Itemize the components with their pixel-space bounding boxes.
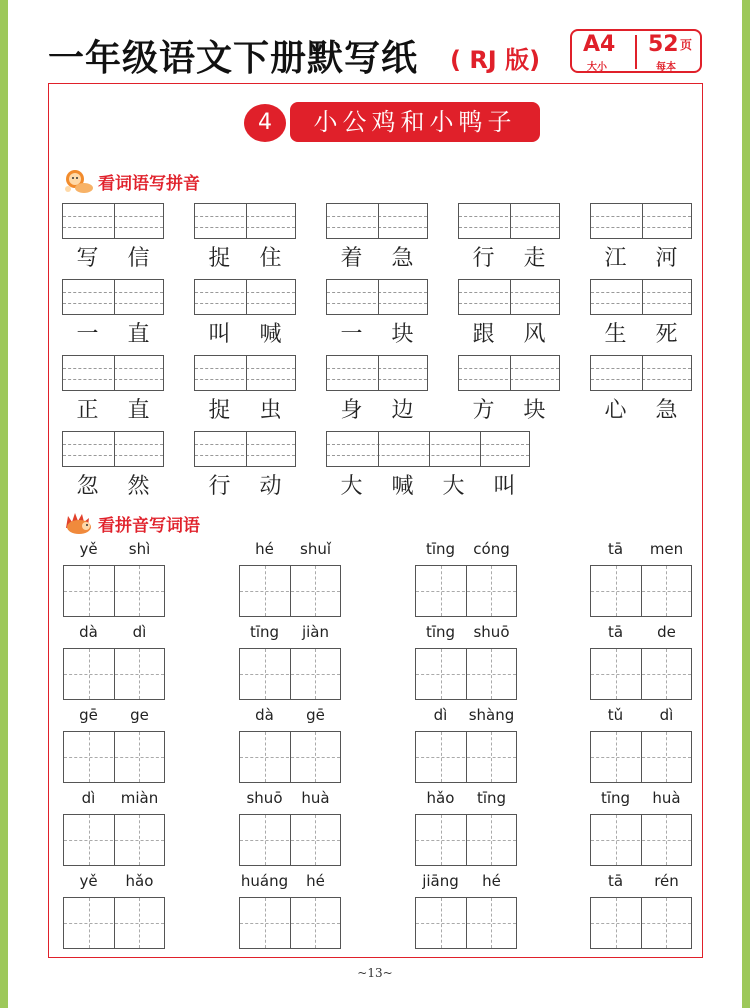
character-writing-grid[interactable] <box>63 897 165 949</box>
character-writing-grid[interactable] <box>590 897 692 949</box>
badge-pages-label: 每本 <box>656 62 676 73</box>
pinyin-writing-grid[interactable] <box>590 203 692 239</box>
pinyin-writing-grid[interactable] <box>62 431 164 467</box>
character-writing-grid[interactable] <box>415 648 517 700</box>
pinyin-syllable: dà <box>79 623 98 641</box>
pinyin-syllable: shuō <box>473 623 510 641</box>
pinyin-syllable: tǔ <box>607 706 624 724</box>
badge-pages-unit: 页 <box>680 38 693 52</box>
badge-size: A4 <box>583 32 616 57</box>
character-writing-grid[interactable] <box>415 814 517 866</box>
character-writing-grid[interactable] <box>239 565 341 617</box>
word-character: 大 <box>442 474 465 499</box>
word-character: 着 <box>340 246 363 271</box>
pinyin-syllable: huà <box>652 789 681 807</box>
word-character: 急 <box>655 398 678 423</box>
pinyin-writing-grid[interactable] <box>194 279 296 315</box>
section2-heading <box>62 510 200 536</box>
word-character: 正 <box>76 398 99 423</box>
pinyin-writing-grid[interactable] <box>326 355 428 391</box>
pinyin-syllable: hé <box>255 540 274 558</box>
word-character: 一 <box>76 322 99 347</box>
word-character: 行 <box>208 474 231 499</box>
lesson-title: 小公鸡和小鸭子 <box>290 102 540 142</box>
character-writing-grid[interactable] <box>415 897 517 949</box>
pinyin-syllable: jiāng <box>422 872 459 890</box>
pinyin-syllable: tīng <box>249 623 280 641</box>
word-character: 一 <box>340 322 363 347</box>
edition-label: ( RJ 版) <box>450 46 541 74</box>
word-character: 虫 <box>259 398 282 423</box>
badge-divider <box>635 35 637 69</box>
pinyin-writing-grid[interactable] <box>194 431 296 467</box>
pinyin-syllable: tā <box>607 872 624 890</box>
word-character: 写 <box>76 246 99 271</box>
character-writing-grid[interactable] <box>590 565 692 617</box>
pinyin-syllable: dì <box>81 789 96 807</box>
character-writing-grid[interactable] <box>590 731 692 783</box>
pinyin-syllable: huà <box>301 789 330 807</box>
pinyin-syllable: shàng <box>468 706 515 724</box>
section1-heading <box>62 168 200 194</box>
pinyin-syllable: tā <box>607 623 624 641</box>
pinyin-syllable: de <box>657 623 676 641</box>
word-character: 生 <box>604 322 627 347</box>
pinyin-writing-grid[interactable] <box>62 355 164 391</box>
pinyin-syllable: gē <box>79 706 98 724</box>
pinyin-syllable: tīng <box>425 540 456 558</box>
pinyin-syllable: dà <box>255 706 274 724</box>
word-character: 然 <box>127 474 150 499</box>
word-character: 叫 <box>493 474 516 499</box>
word-character: 身 <box>340 398 363 423</box>
pinyin-syllable: gē <box>306 706 325 724</box>
word-character: 直 <box>127 322 150 347</box>
pinyin-writing-grid[interactable] <box>194 355 296 391</box>
pinyin-syllable: yě <box>79 540 98 558</box>
lesson-number: 4 <box>244 104 286 142</box>
pinyin-syllable: miàn <box>120 789 159 807</box>
left-green-border <box>0 0 8 1008</box>
pinyin-writing-grid[interactable] <box>590 279 692 315</box>
lion-mascot-icon <box>62 168 96 194</box>
character-writing-grid[interactable] <box>239 648 341 700</box>
page-number: ~13~ <box>357 966 393 980</box>
character-writing-grid[interactable] <box>63 565 165 617</box>
word-character: 心 <box>604 398 627 423</box>
word-character: 走 <box>523 246 546 271</box>
page-title: 一年级语文下册默写纸 <box>48 38 419 79</box>
pinyin-syllable: tīng <box>600 789 631 807</box>
pinyin-syllable: cóng <box>473 540 510 558</box>
pinyin-syllable: hǎo <box>125 872 154 890</box>
right-green-border <box>742 0 750 1008</box>
word-character: 方 <box>472 398 495 423</box>
pinyin-syllable: hǎo <box>426 789 455 807</box>
pinyin-syllable: dì <box>433 706 448 724</box>
character-writing-grid[interactable] <box>63 814 165 866</box>
word-character: 喊 <box>391 474 414 499</box>
pinyin-syllable: shuō <box>246 789 283 807</box>
pinyin-writing-grid[interactable] <box>62 279 164 315</box>
character-writing-grid[interactable] <box>415 731 517 783</box>
word-character: 风 <box>523 322 546 347</box>
pinyin-syllable: dì <box>659 706 674 724</box>
word-character: 捉 <box>208 398 231 423</box>
character-writing-grid[interactable] <box>239 814 341 866</box>
word-character: 河 <box>655 246 678 271</box>
pinyin-writing-grid[interactable] <box>326 431 530 467</box>
pinyin-writing-grid[interactable] <box>194 203 296 239</box>
word-character: 信 <box>127 246 150 271</box>
word-character: 死 <box>655 322 678 347</box>
pinyin-syllable: hé <box>306 872 325 890</box>
word-character: 跟 <box>472 322 495 347</box>
pinyin-syllable: shuǐ <box>300 540 331 558</box>
word-character: 动 <box>259 474 282 499</box>
word-character: 急 <box>391 246 414 271</box>
word-character: 边 <box>391 398 414 423</box>
pinyin-writing-grid[interactable] <box>326 203 428 239</box>
hedgehog-mascot-icon <box>62 510 96 536</box>
character-writing-grid[interactable] <box>590 648 692 700</box>
word-character: 块 <box>391 322 414 347</box>
word-character: 江 <box>604 246 627 271</box>
pinyin-syllable: hé <box>482 872 501 890</box>
pinyin-syllable: jiàn <box>301 623 330 641</box>
pinyin-syllable: huáng <box>240 872 289 890</box>
pinyin-syllable: tā <box>607 540 624 558</box>
pinyin-syllable: dì <box>132 623 147 641</box>
word-character: 忽 <box>76 474 99 499</box>
pinyin-syllable: shì <box>128 540 151 558</box>
pinyin-writing-grid[interactable] <box>590 355 692 391</box>
pinyin-syllable: rén <box>654 872 679 890</box>
word-character: 住 <box>259 246 282 271</box>
character-writing-grid[interactable] <box>239 897 341 949</box>
word-character: 喊 <box>259 322 282 347</box>
pinyin-writing-grid[interactable] <box>62 203 164 239</box>
section1-label: 看词语写拼音 <box>98 173 200 194</box>
word-character: 叫 <box>208 322 231 347</box>
character-writing-grid[interactable] <box>239 731 341 783</box>
word-character: 捉 <box>208 246 231 271</box>
character-writing-grid[interactable] <box>415 565 517 617</box>
character-writing-grid[interactable] <box>590 814 692 866</box>
pinyin-writing-grid[interactable] <box>458 279 560 315</box>
section2-label: 看拼音写词语 <box>98 515 200 536</box>
word-character: 直 <box>127 398 150 423</box>
format-badge <box>570 29 702 73</box>
character-writing-grid[interactable] <box>63 731 165 783</box>
pinyin-syllable: tīng <box>476 789 507 807</box>
pinyin-writing-grid[interactable] <box>326 279 428 315</box>
pinyin-writing-grid[interactable] <box>458 355 560 391</box>
pinyin-syllable: tīng <box>425 623 456 641</box>
word-character: 大 <box>340 474 363 499</box>
pinyin-writing-grid[interactable] <box>458 203 560 239</box>
character-writing-grid[interactable] <box>63 648 165 700</box>
word-character: 行 <box>472 246 495 271</box>
pinyin-syllable: yě <box>79 872 98 890</box>
pinyin-syllable: ge <box>130 706 149 724</box>
word-character: 块 <box>523 398 546 423</box>
badge-pages: 52 <box>648 32 679 57</box>
pinyin-syllable: men <box>649 540 684 558</box>
badge-size-label: 大小 <box>587 62 607 73</box>
